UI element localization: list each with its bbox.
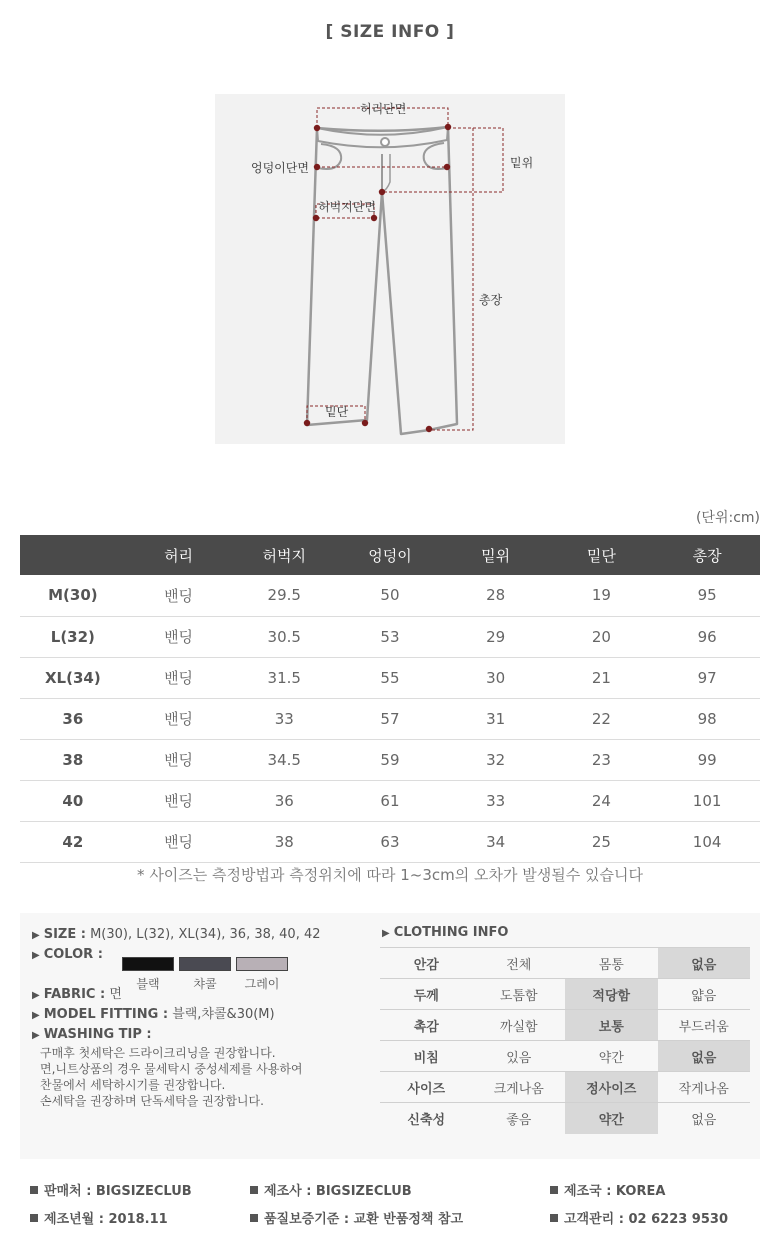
model-value: 블랙,챠콜&30(M) — [172, 1007, 275, 1022]
clothing-info-option: 없음 — [658, 1041, 751, 1072]
table-cell: 30.5 — [231, 616, 337, 657]
clothing-info-row — [380, 1010, 750, 1041]
table-cell: 19 — [549, 575, 655, 616]
table-cell: 밴딩 — [126, 575, 232, 616]
measure-point — [314, 164, 320, 170]
square-bullet-icon — [550, 1186, 558, 1194]
size-label: 40 — [20, 780, 126, 821]
table-cell: 20 — [549, 616, 655, 657]
header-cell: 엉덩이 — [337, 535, 443, 575]
size-table — [20, 535, 760, 863]
clothing-info-label: 촉감 — [380, 1010, 473, 1041]
table-cell: 96 — [654, 616, 760, 657]
label-rise: 밑위 — [510, 156, 534, 170]
table-cell: 61 — [337, 780, 443, 821]
table-cell: 101 — [654, 780, 760, 821]
clothing-info-title — [382, 925, 508, 940]
header-cell: 허리 — [126, 535, 232, 575]
table-cell: 36 — [231, 780, 337, 821]
front-pocket-right — [424, 143, 447, 169]
button-icon — [381, 138, 389, 146]
model-fitting-line — [32, 1005, 372, 1025]
table-cell: 30 — [443, 657, 549, 698]
table-cell: 29.5 — [231, 575, 337, 616]
clothing-info-option: 얇음 — [658, 979, 751, 1010]
table-cell: 28 — [443, 575, 549, 616]
clothing-info-row — [380, 1041, 750, 1072]
square-bullet-icon — [250, 1186, 258, 1194]
clothing-info-option: 적당함 — [565, 979, 658, 1010]
clothing-info-option: 까실함 — [473, 1010, 566, 1041]
label-hip: 엉덩이단면 — [251, 161, 309, 175]
table-cell: 밴딩 — [126, 616, 232, 657]
product-info-box — [20, 913, 760, 1159]
footer-date — [30, 1208, 168, 1227]
table-cell: 98 — [654, 698, 760, 739]
fabric-label: FABRIC : — [43, 987, 106, 1002]
footer-cs — [550, 1208, 728, 1227]
color-name: 그레이 — [244, 977, 280, 991]
table-row — [20, 575, 760, 616]
table-cell: 34.5 — [231, 739, 337, 780]
table-cell: 25 — [549, 821, 655, 862]
table-cell: 104 — [654, 821, 760, 862]
table-cell: 33 — [231, 698, 337, 739]
clothing-info-table — [380, 947, 750, 1134]
washing-line: 구매후 첫세탁은 드라이크리닝을 권장합니다. — [40, 1046, 276, 1060]
table-cell: 99 — [654, 739, 760, 780]
footer-maker-text: 제조사 : BIGSIZECLUB — [264, 1184, 412, 1199]
table-cell: 32 — [443, 739, 549, 780]
front-pocket-left — [318, 144, 341, 169]
product-details — [32, 925, 372, 1109]
color-label: COLOR : — [43, 947, 103, 962]
label-length: 총장 — [479, 293, 503, 307]
table-cell: 22 — [549, 698, 655, 739]
label-hem: 밑단 — [325, 405, 349, 419]
table-cell: 23 — [549, 739, 655, 780]
clothing-info-label: 사이즈 — [380, 1072, 473, 1103]
table-cell: 59 — [337, 739, 443, 780]
clothing-info-option: 작게나옴 — [658, 1072, 751, 1103]
fly-stitch — [382, 154, 390, 192]
measure-point — [444, 164, 450, 170]
clothing-info-option: 있음 — [473, 1041, 566, 1072]
triangle-bullet-icon: ▶ — [32, 950, 40, 961]
measure-point — [313, 215, 319, 221]
footer-maker — [250, 1180, 412, 1199]
size-label: 36 — [20, 698, 126, 739]
clothing-info-title-text: CLOTHING INFO — [393, 925, 509, 940]
measure-point — [445, 124, 451, 130]
clothing-info-option: 좋음 — [473, 1103, 566, 1134]
washing-line: 손세탁을 권장하며 단독세탁을 권장합니다. — [40, 1094, 264, 1108]
measure-point — [379, 189, 385, 195]
size-label: L(32) — [20, 616, 126, 657]
color-swatch-charcoal — [179, 957, 231, 971]
table-row — [20, 616, 760, 657]
clothing-info-row — [380, 979, 750, 1010]
table-cell: 밴딩 — [126, 821, 232, 862]
table-cell: 24 — [549, 780, 655, 821]
measure-point — [426, 426, 432, 432]
clothing-info-row — [380, 1103, 750, 1134]
table-cell: 밴딩 — [126, 739, 232, 780]
clothing-info-label: 비침 — [380, 1041, 473, 1072]
table-row — [20, 698, 760, 739]
clothing-info-option: 부드러움 — [658, 1010, 751, 1041]
table-row — [20, 739, 760, 780]
washing-tip-line — [32, 1025, 372, 1045]
table-cell: 57 — [337, 698, 443, 739]
header-cell: 밑단 — [549, 535, 655, 575]
table-cell: 34 — [443, 821, 549, 862]
washing-line: 찬물에서 세탁하시기를 권장합니다. — [40, 1078, 226, 1092]
triangle-bullet-icon: ▶ — [32, 1010, 40, 1021]
footer-seller-text: 판매처 : BIGSIZECLUB — [44, 1184, 192, 1199]
size-label: 42 — [20, 821, 126, 862]
triangle-bullet-icon: ▶ — [382, 928, 390, 939]
table-cell: 밴딩 — [126, 657, 232, 698]
washing-label: WASHING TIP : — [43, 1027, 152, 1042]
table-cell: 50 — [337, 575, 443, 616]
fabric-value: 면 — [109, 987, 122, 1002]
table-cell: 95 — [654, 575, 760, 616]
footer-country — [550, 1180, 665, 1199]
washing-line: 면,니트상품의 경우 물세탁시 중성세제를 사용하여 — [40, 1062, 303, 1076]
footer-seller — [30, 1180, 192, 1199]
clothing-info-option: 크게나옴 — [473, 1072, 566, 1103]
label-thigh: 허벅지단면 — [318, 200, 376, 214]
table-cell: 21 — [549, 657, 655, 698]
color-swatch-gray — [236, 957, 288, 971]
pants-illustration — [215, 94, 565, 444]
model-label: MODEL FITTING : — [43, 1007, 169, 1022]
length-line — [429, 128, 473, 430]
clothing-info-option: 없음 — [658, 948, 751, 979]
table-cell: 31 — [443, 698, 549, 739]
square-bullet-icon — [550, 1214, 558, 1222]
size-table-header — [20, 535, 760, 575]
table-cell: 31.5 — [231, 657, 337, 698]
triangle-bullet-icon: ▶ — [32, 1030, 40, 1041]
clothing-info-option: 정사이즈 — [565, 1072, 658, 1103]
page-title: [ SIZE INFO ] — [325, 22, 455, 42]
clothing-info-option: 전체 — [473, 948, 566, 979]
square-bullet-icon — [30, 1214, 38, 1222]
triangle-bullet-icon: ▶ — [32, 990, 40, 1001]
clothing-info-label: 두께 — [380, 979, 473, 1010]
table-row — [20, 821, 760, 862]
size-label: 38 — [20, 739, 126, 780]
table-row — [20, 657, 760, 698]
footer-warranty — [250, 1208, 463, 1227]
table-cell: 29 — [443, 616, 549, 657]
table-cell: 밴딩 — [126, 780, 232, 821]
footer-country-text: 제조국 : KOREA — [564, 1184, 666, 1199]
rise-line — [382, 128, 503, 192]
clothing-info-option: 없음 — [658, 1103, 751, 1134]
size-label: SIZE : — [43, 927, 86, 942]
unit-label: (단위:cm) — [695, 510, 760, 526]
label-waist: 허리단면 — [360, 102, 407, 116]
footer-date-text: 제조년월 : 2018.11 — [44, 1212, 168, 1227]
header-cell — [20, 535, 126, 575]
table-cell: 밴딩 — [126, 698, 232, 739]
header-cell: 총장 — [654, 535, 760, 575]
footer-warranty-text: 품질보증기준 : 교환 반품정책 참고 — [264, 1212, 464, 1227]
header-cell: 밑위 — [443, 535, 549, 575]
table-cell: 33 — [443, 780, 549, 821]
square-bullet-icon — [250, 1214, 258, 1222]
measure-point — [314, 125, 320, 131]
square-bullet-icon — [30, 1186, 38, 1194]
color-name: 챠콜 — [193, 977, 217, 991]
measure-point — [304, 420, 310, 426]
table-cell: 53 — [337, 616, 443, 657]
clothing-info-option: 약간 — [565, 1103, 658, 1134]
measure-point — [371, 215, 377, 221]
size-value: M(30), L(32), XL(34), 36, 38, 40, 42 — [90, 927, 321, 942]
clothing-info-label: 안감 — [380, 948, 473, 979]
table-row — [20, 780, 760, 821]
table-cell: 38 — [231, 821, 337, 862]
table-cell: 55 — [337, 657, 443, 698]
clothing-info-label: 신축성 — [380, 1103, 473, 1134]
clothing-info-row — [380, 948, 750, 979]
triangle-bullet-icon: ▶ — [32, 930, 40, 941]
color-swatch-black — [122, 957, 174, 971]
measure-point — [362, 420, 368, 426]
clothing-info-option: 보통 — [565, 1010, 658, 1041]
color-name: 블랙 — [136, 977, 160, 991]
clothing-info-row — [380, 1072, 750, 1103]
pants-measurement-diagram — [215, 94, 565, 444]
size-line — [32, 925, 372, 945]
clothing-info-option: 몸통 — [565, 948, 658, 979]
measurement-note: * 사이즈는 측정방법과 측정위치에 따라 1~3cm의 오차가 발생될수 있습니다 — [137, 866, 643, 884]
header-cell: 허벅지 — [231, 535, 337, 575]
size-label: M(30) — [20, 575, 126, 616]
size-label: XL(34) — [20, 657, 126, 698]
table-cell: 63 — [337, 821, 443, 862]
clothing-info-option: 도톰함 — [473, 979, 566, 1010]
footer-cs-text: 고객관리 : 02 6223 9530 — [564, 1212, 728, 1227]
clothing-info-option: 약간 — [565, 1041, 658, 1072]
table-cell: 97 — [654, 657, 760, 698]
